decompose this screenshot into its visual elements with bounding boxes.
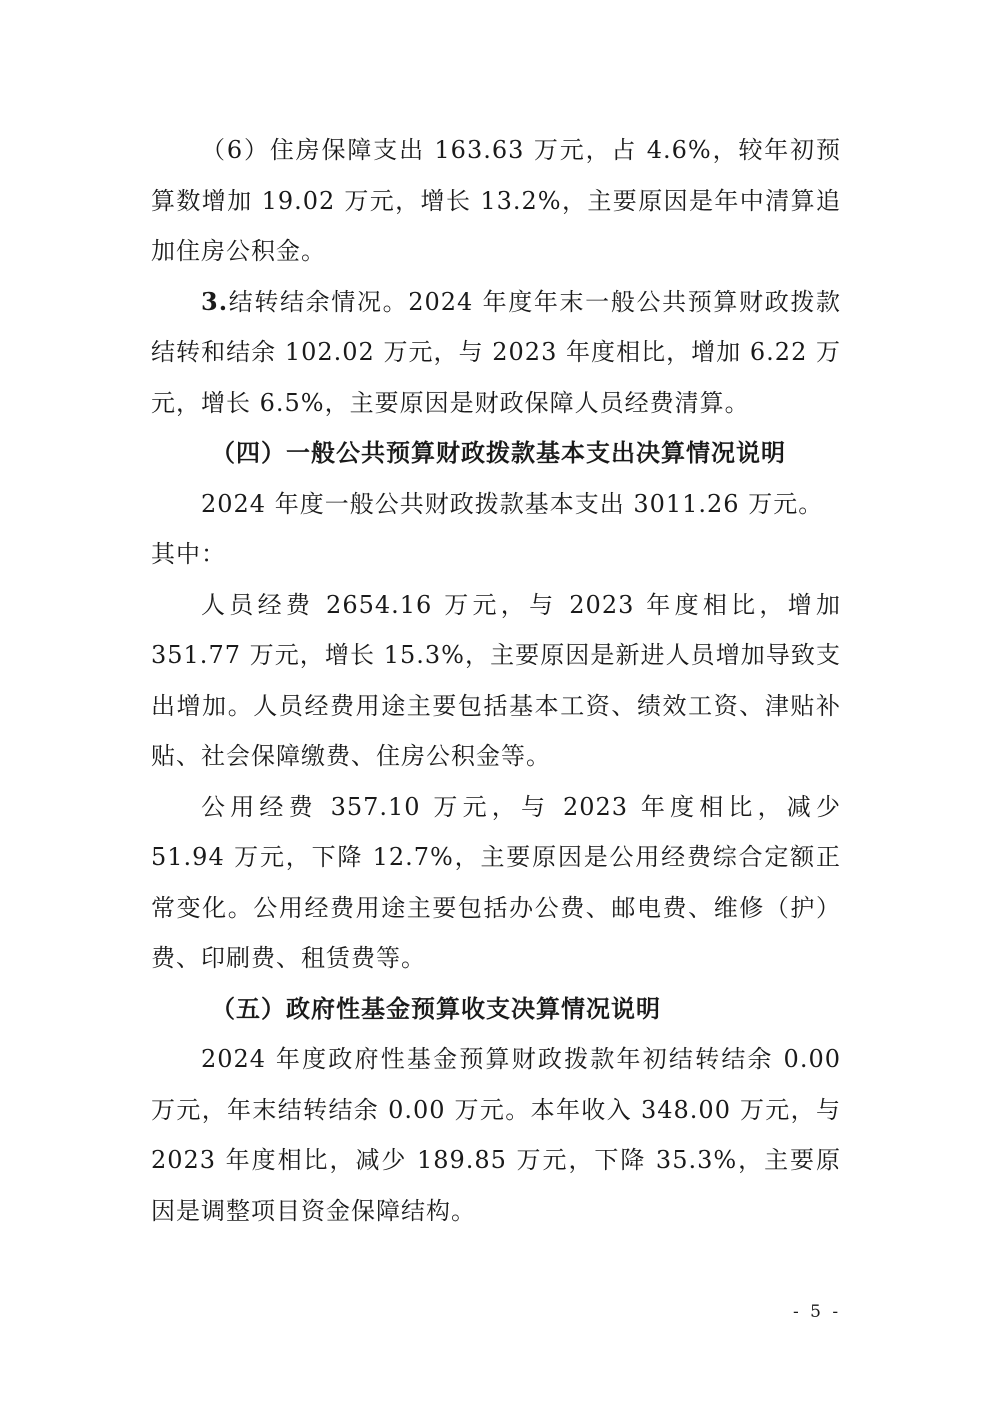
page-number: - 5 -	[793, 1302, 842, 1322]
paragraph-carryover-balance	[151, 277, 841, 429]
paragraph-government-fund: 2024 年度政府性基金预算财政拨款年初结转结余 0.00 万元，年末结转结余 0.00 万元。本年收入 348.00 万元，与 2023 年度相比，减少 189.85 万元，下降 35.3%，主要原因是调整项目资金保障结构。	[151, 1045, 841, 1225]
item-number: 3.	[201, 286, 229, 316]
document-body	[151, 125, 841, 1236]
paragraph-public-expenses: 公用经费 357.10 万元，与 2023 年度相比，减少 51.94 万元，下降 12.7%，主要原因是公用经费综合定额正常变化。公用经费用途主要包括办公费、邮电费、维修（护）费、印刷费、租赁费等。	[151, 792, 841, 972]
paragraph-among-them: 其中：	[151, 540, 226, 568]
paragraph-personnel-expenses: 人员经费 2654.16 万元，与 2023 年度相比，增加 351.77 万元，增长 15.3%，主要原因是新进人员增加导致支出增加。人员经费用途主要包括基本工资、绩效工资、津贴补贴、社会保障缴费、住房公积金等。	[151, 590, 841, 770]
paragraph-basic-expenditure-total: 2024 年度一般公共财政拨款基本支出 3011.26 万元。	[201, 489, 824, 518]
paragraph-carryover-text: 结转结余情况。2024 年度年末一般公共预算财政拨款结转和结余 102.02 万元，与 2023 年度相比，增加 6.22 万元，增长 6.5%，主要原因是财政保障人员经费清算。	[151, 287, 841, 417]
section-heading-basic-expenditure: （四）一般公共预算财政拨款基本支出决算情况说明	[211, 438, 786, 467]
paragraph-housing-expenditure: （6）住房保障支出 163.63 万元，占 4.6%，较年初预算数增加 19.02 万元，增长 13.2%，主要原因是年中清算追加住房公积金。	[151, 136, 841, 265]
section-heading-government-fund: （五）政府性基金预算收支决算情况说明	[211, 993, 661, 1023]
